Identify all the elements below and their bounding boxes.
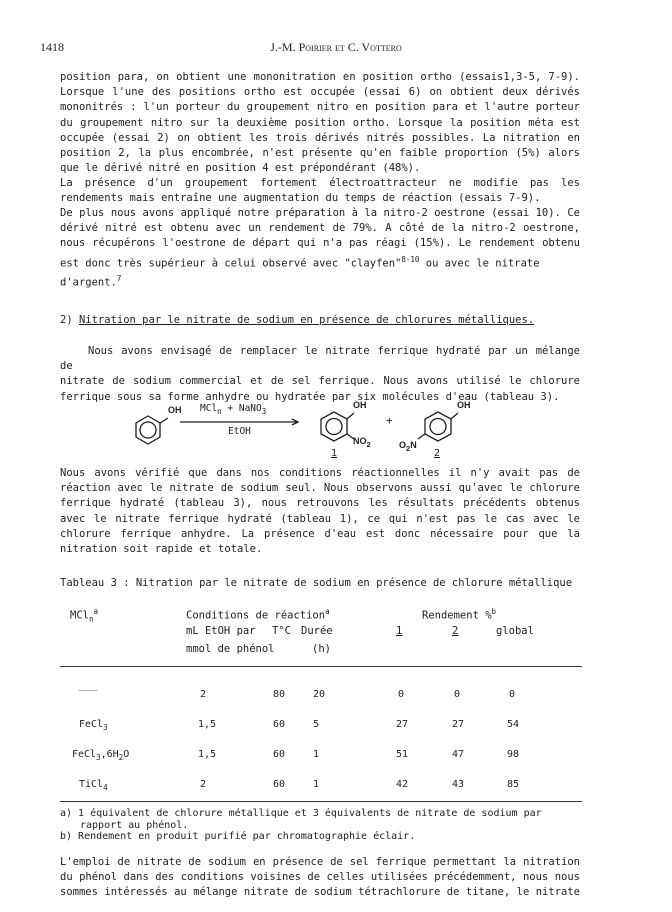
- text-line: nitration soit rapide et totale.: [60, 543, 263, 556]
- table-rule-top: [60, 666, 582, 667]
- no2-text: NO: [353, 436, 367, 446]
- paragraph-nitrate-sodium: [60, 344, 580, 405]
- col-header-duree-unit: (h): [312, 643, 331, 655]
- text-line: nitrate de sodium commercial et de sel ferrique. Nous avons utilisé le chlorure: [60, 375, 580, 388]
- table-cell-duree: 1: [313, 749, 320, 760]
- table-cell-yield-1: 27: [396, 719, 409, 730]
- text-fragment: d'argent.: [60, 276, 117, 289]
- table-cell-etoh: 2: [200, 689, 207, 700]
- header-text: MCl: [70, 609, 89, 622]
- oh-label: OH: [457, 400, 471, 410]
- col-header-yield-1: 1: [396, 625, 403, 637]
- table-cell-duree: 1: [313, 779, 320, 790]
- text-line: [60, 252, 580, 272]
- solvent-label: EtOH: [228, 426, 251, 437]
- text-line: Lorsque l'une des positions ortho est occupée (essai 6) on obtient deux dérivés: [60, 86, 580, 99]
- metal-subscript: 2: [118, 753, 124, 762]
- text-line: ferrique hydraté (tableau 3), nous retrouvons les résultats précédents obtenus: [60, 497, 580, 510]
- table-cell-temp: 80: [273, 689, 286, 700]
- reagent-label: [200, 403, 266, 416]
- table-cell-metal: [79, 680, 97, 691]
- col-header-conditions: [186, 607, 330, 622]
- plus-sign: +: [386, 414, 393, 427]
- oh-bond: [160, 418, 168, 423]
- header-text: Conditions de réaction: [186, 609, 326, 622]
- o2n-text: O: [399, 440, 407, 450]
- no2-subscript: 2: [366, 439, 371, 449]
- compound-label-2: 2: [434, 448, 441, 459]
- text-line: dérivé nitré est obtenu avec un rendement de 79%. A côté de la nitro-2 oestrone,: [60, 222, 580, 235]
- aromatic-circle: [326, 419, 342, 435]
- table-cell-etoh: 1,5: [198, 719, 217, 730]
- text-line: Nous avons vérifié que dans nos conditions réactionnelles il n'y avait pas de: [60, 467, 580, 479]
- metal-subscript: 4: [103, 783, 108, 792]
- reaction-scheme-drawing: [60, 398, 580, 460]
- metal-text: O: [123, 749, 130, 760]
- section-number: 2): [60, 314, 79, 326]
- table-cell-metal: [79, 719, 108, 732]
- table-cell-temp: 60: [273, 719, 286, 730]
- text-line: position para, on obtient une mononitration en position ortho (essais1,3-5, 7-9).: [60, 71, 580, 83]
- text-line: du phénol dans des conditions voisines de celles utilisées précédemment, nous nous: [60, 871, 580, 884]
- col-header-duree: Durée: [301, 625, 333, 637]
- metal-text: FeCl: [79, 719, 104, 730]
- text-line: avec le nitrate ferrique hydraté (tableau 1), ce qui n'est pas le cas avec le: [60, 512, 580, 525]
- footnote-b: b) Rendement en produit purifié par chromatographie éclair.: [60, 831, 416, 842]
- text-line: mononitrés : l'un porteur du groupement nitro en position para et l'autre porteur: [60, 101, 580, 114]
- header-superscript: b: [491, 607, 497, 616]
- metal-subscript: 3: [103, 723, 108, 732]
- table-cell-global: 98: [507, 749, 520, 760]
- aromatic-circle: [140, 422, 156, 438]
- header-superscript: a: [325, 607, 330, 616]
- col-header-mcl: [70, 607, 98, 624]
- metal-subscript: 3: [96, 753, 101, 762]
- table-cell-yield-1: 0: [398, 689, 405, 700]
- header-subscript: n: [88, 614, 94, 624]
- citation-superscript: 8-10: [401, 254, 420, 264]
- product-2-ring: [425, 412, 451, 441]
- header-superscript: a: [93, 607, 98, 616]
- text-line: réaction avec le nitrate de sodium seul. Nous observons aussi qu'avec le chlorure: [60, 482, 580, 495]
- col-header-temp: T°C: [272, 625, 291, 637]
- section-title: Nitration par le nitrate de sodium en présence de chlorures métalliques.: [78, 314, 535, 326]
- text-line: chlorure ferrique anhydre. La présence d'eau est donc nécessaire pour que la: [60, 527, 580, 540]
- paragraph-ortho-nitration: [60, 70, 580, 176]
- section-heading: [60, 314, 534, 326]
- col-header-global: global: [496, 625, 534, 637]
- footnote-a: a) 1 équivalent de chlorure métallique et 3 équivalents de nitrate de sodium par: [60, 808, 542, 819]
- citation-superscript: 7: [116, 274, 122, 284]
- reagent-text: MCl: [200, 403, 218, 414]
- aromatic-circle: [430, 419, 446, 435]
- table-cell-temp: 60: [273, 779, 286, 790]
- o2n-subscript: 2: [406, 443, 411, 453]
- reagent-subscript: n: [217, 406, 222, 416]
- no2-bond: [418, 434, 425, 439]
- page-number: 1418: [40, 40, 64, 54]
- col-header-rendement: [422, 607, 496, 622]
- col-header-phenol: mmol de phénol: [186, 643, 275, 655]
- table-cell-etoh: 2: [200, 779, 207, 790]
- reagent-subscript: 3: [261, 406, 267, 416]
- table-cell-global: 85: [507, 779, 520, 790]
- table-cell-etoh: 1,5: [198, 749, 217, 760]
- text-line: L'emploi de nitrate de sodium en présence de sel ferrique permettant la nitration: [60, 856, 580, 868]
- table-cell-metal: [79, 779, 108, 792]
- paragraph-emploi: [60, 855, 580, 901]
- footnote-a-cont: rapport au phénol.: [80, 819, 189, 831]
- dash-text: ___: [79, 680, 98, 691]
- text-line: sommes intéressés au mélange nitrate de sodium tétrachlorure de titane, le nitrate: [60, 886, 580, 899]
- table-cell-yield-2: 43: [452, 779, 465, 790]
- metal-text: TiCl: [79, 779, 104, 790]
- text-line: rendements mais entraîne une augmentation du temps de réaction (essais 7-9).: [60, 192, 541, 205]
- table-cell-yield-2: 0: [454, 689, 461, 700]
- o2n-label: [399, 440, 417, 453]
- table-footnotes: [60, 808, 590, 843]
- text-line: position 2, la plus encombrée, n'est présente qu'en faible proportion (5%) alors: [60, 147, 580, 160]
- table-cell-duree: 5: [313, 719, 320, 730]
- text-line: De plus nous avons appliqué notre préparation à la nitro-2 oestrone (essai 10). Ce: [60, 207, 580, 219]
- text-line: nous récupérons l'oestrone de départ qui n'a pas réagi (15%). Le rendement obtenu: [60, 237, 580, 250]
- text-line: occupée (essai 2) on obtient les trois dérivés nitrés possibles. La nitration en: [60, 131, 580, 144]
- table-rule-bottom: [60, 801, 582, 802]
- table-cell-duree: 20: [313, 689, 326, 700]
- paragraph-verification: [60, 466, 580, 557]
- metal-text: FeCl: [72, 749, 97, 760]
- col-header-etoh: mL EtOH par: [186, 625, 256, 637]
- text-line: Nous avons envisagé de remplacer le nitrate ferrique hydraté par un mélange de: [60, 345, 580, 373]
- table-cell-yield-2: 47: [452, 749, 465, 760]
- reaction-scheme: [60, 398, 580, 460]
- reagent-text: + NaNO: [221, 403, 262, 414]
- paragraph-oestrone: [60, 206, 580, 291]
- metal-text: ,6H: [100, 749, 119, 760]
- oh-label: OH: [168, 405, 182, 415]
- oh-label: OH: [353, 400, 367, 410]
- text-fragment: ou avec le nitrate: [419, 257, 540, 270]
- table-cell-global: 54: [507, 719, 520, 730]
- table-cell-yield-1: 42: [396, 779, 409, 790]
- running-title: J.-M. Poirier et C. Vottero: [270, 40, 402, 54]
- no2-label: [353, 436, 371, 449]
- header-text: Rendement %: [422, 609, 492, 622]
- oh-bond: [347, 413, 354, 419]
- table-cell-global: 0: [509, 689, 516, 700]
- o2n-text: N: [410, 440, 417, 450]
- oh-bond: [451, 413, 458, 419]
- text-line: La présence d'un groupement fortement électroattracteur ne modifie pas les: [60, 177, 580, 189]
- text-line: du groupement nitro sur la deuxième position ortho. Lorsque la position méta est: [60, 116, 580, 129]
- table-cell-temp: 60: [273, 749, 286, 760]
- text-line: ferrique sous sa forme anhydre ou hydratée par six molécules d'eau (tableau 3).: [60, 390, 560, 403]
- table-cell-yield-2: 27: [452, 719, 465, 730]
- col-header-yield-2: 2: [452, 625, 459, 637]
- table-cell-yield-1: 51: [396, 749, 409, 760]
- paragraph-electroattracteur: [60, 176, 580, 206]
- compound-label-1: 1: [331, 448, 338, 459]
- text-line: [60, 271, 580, 291]
- product-1-ring: [321, 412, 347, 441]
- running-header: [40, 40, 632, 56]
- table-cell-metal: [72, 749, 129, 762]
- text-line: que le dérivé nitré en position 4 est prépondérant (48%).: [60, 162, 421, 175]
- table-title: Tableau 3 : Nitration par le nitrate de sodium en présence de chlorure métallique: [60, 577, 573, 589]
- text-fragment: est donc très supérieur à celui observé avec "clayfen": [60, 257, 402, 270]
